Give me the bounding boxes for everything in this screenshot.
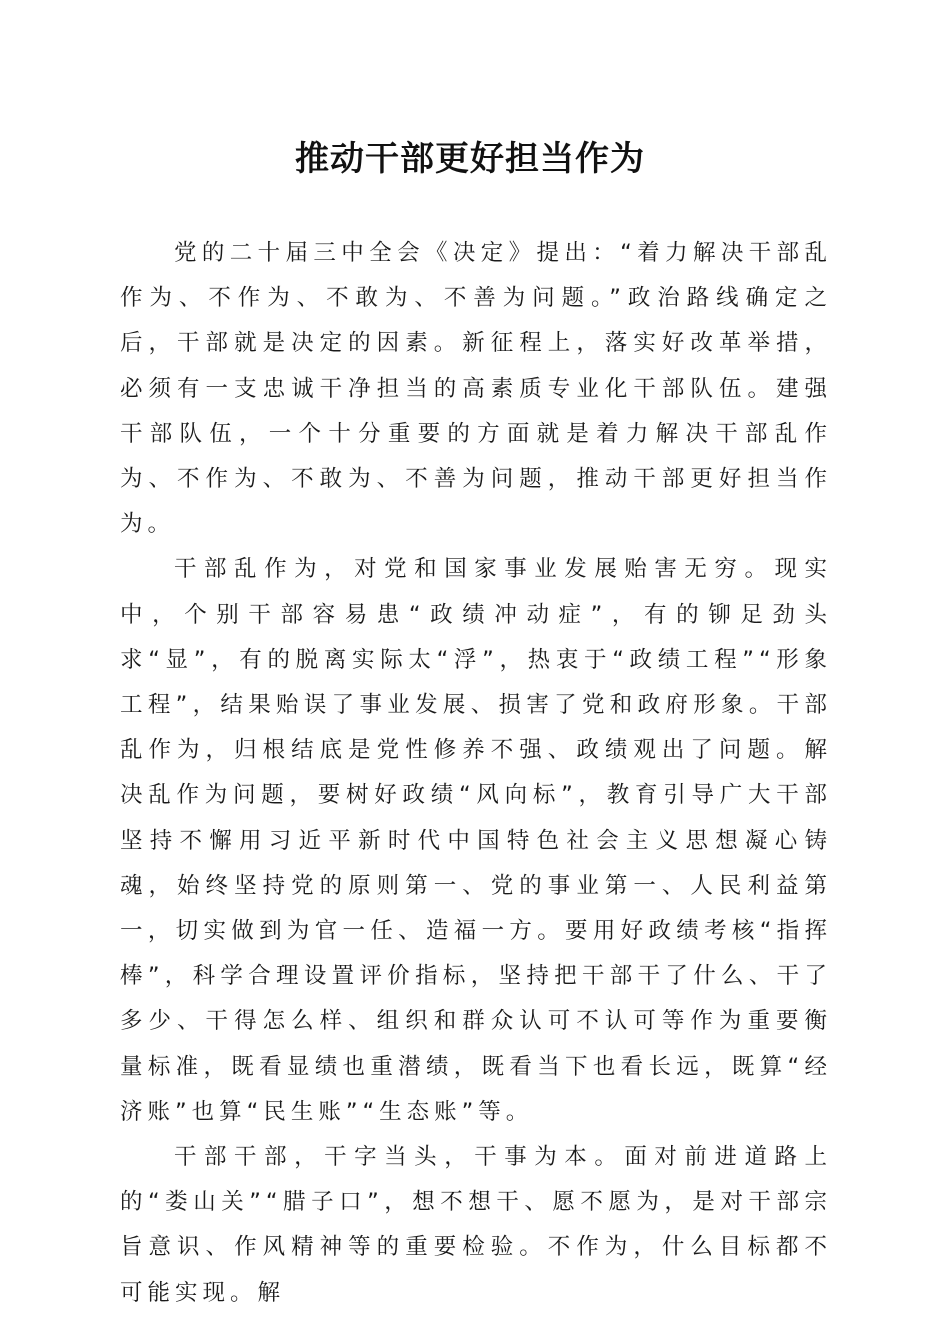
paragraph-3: 干部干部，干字当头，干事为本。面对前进道路上的“娄山关”“腊子口”，想不想干、愿不愿为，是对干部宗旨意识、作风精神等的重要检验。不作为，什么目标都不可能实现。解 — [120, 1144, 832, 1306]
document-title: 推动干部更好担当作为 — [295, 139, 645, 179]
document-body — [120, 231, 832, 1316]
paragraph-1: 党的二十届三中全会《决定》提出：“着力解决干部乱作为、不作为、不敢为、不善为问题。”政治路线确定之后，干部就是决定的因素。新征程上，落实好改革举措，必须有一支忠诚干净担当的高素质专业化干部队伍。建强干部队伍，一个十分重要的方面就是着力解决干部乱作为、不作为、不敢为、不善为问题，推动干部更好担当作为。 — [120, 240, 832, 538]
paragraph-2: 干部乱作为，对党和国家事业发展贻害无穷。现实中，个别干部容易患“政绩冲动症”，有的铆足劲头求“显”，有的脱离实际太“浮”，热衷于“政绩工程”“形象工程”，结果贻误了事业发展、损害了党和政府形象。干部乱作为，归根结底是党性修养不强、政绩观出了问题。解决乱作为问题，要树好政绩“风向标”，教育引导广大干部坚持不懈用习近平新时代中国特色社会主义思想凝心铸魂，始终坚持党的原则第一、党的事业第一、人民利益第一，切实做到为官一任、造福一方。要用好政绩考核“指挥棒”，科学合理设置评价指标，坚持把干部干了什么、干了多少、干得怎么样、组织和群众认可不认可等作为重要衡量标准，既看显绩也重潜绩，既看当下也看长远，既算“经济账”也算“民生账”“生态账”等。 — [120, 556, 832, 1125]
